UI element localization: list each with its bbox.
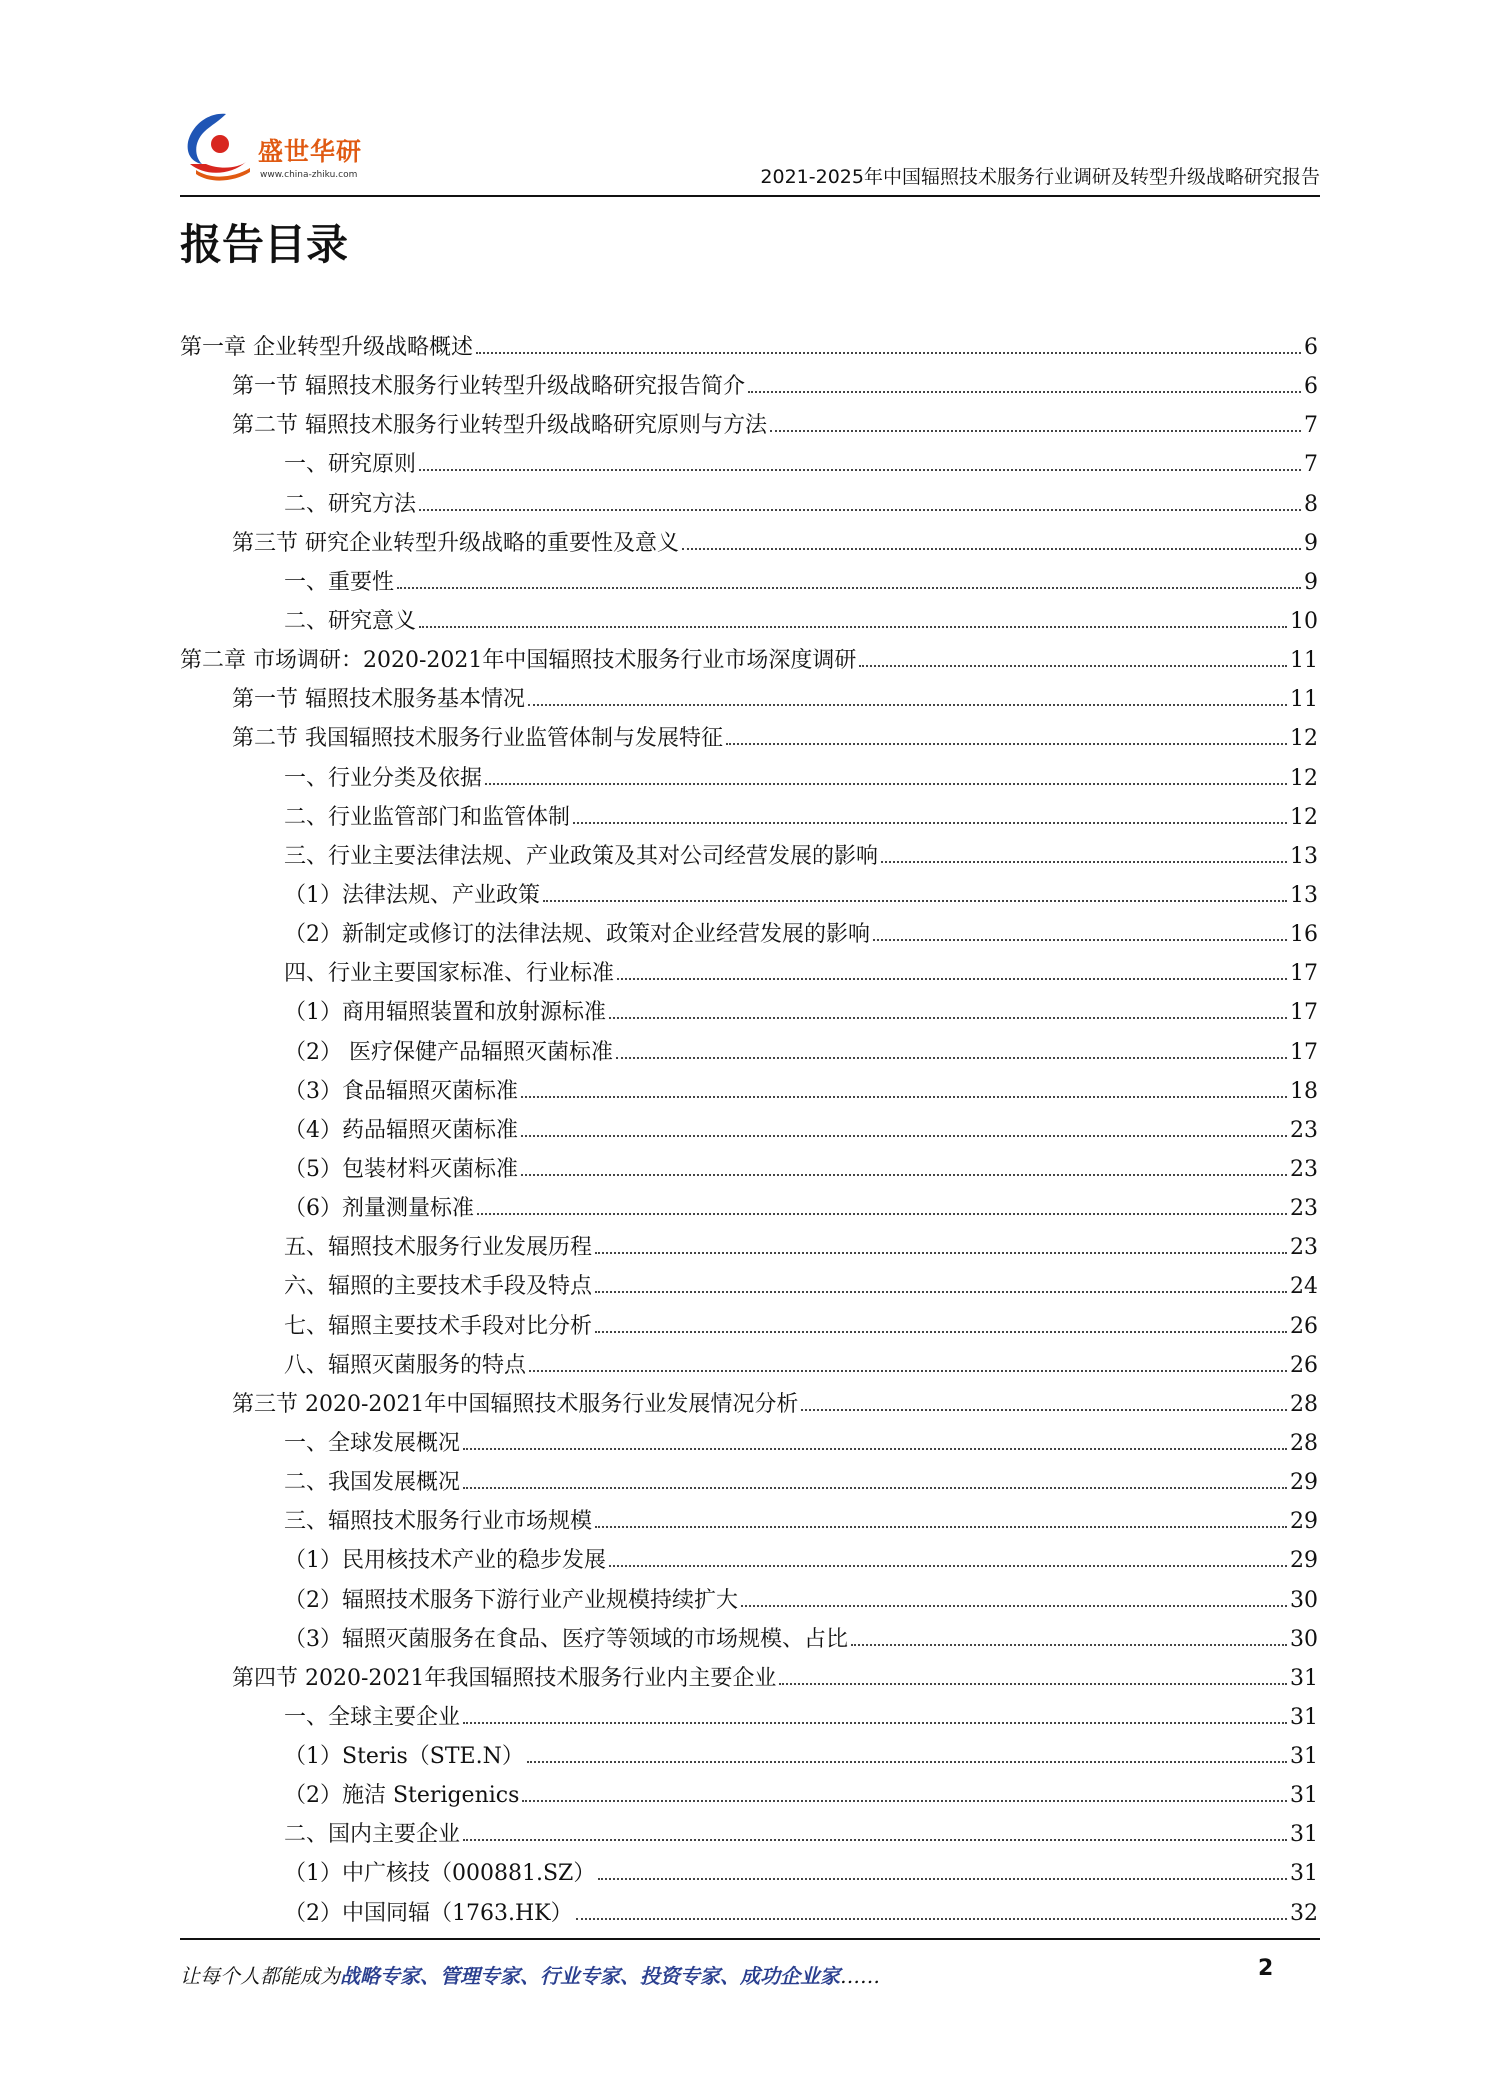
toc-entry-label: 第二章 市场调研：2020-2021年中国辐照技术服务行业市场深度调研 <box>180 648 857 674</box>
toc-entry[interactable] <box>180 1033 1318 1072</box>
toc-entry-label: 第一节 辐照技术服务行业转型升级战略研究报告简介 <box>232 374 745 400</box>
toc-entry-label: 第二节 我国辐照技术服务行业监管体制与发展特征 <box>232 726 723 752</box>
toc-entry[interactable] <box>180 406 1318 445</box>
toc-entry-label: （2）辐照技术服务下游行业产业规模持续扩大 <box>284 1587 738 1613</box>
toc-dot-leader <box>463 1448 1287 1450</box>
toc-entry-label: （2）中国同辐（1763.HK） <box>284 1900 573 1926</box>
toc-entry-page: 9 <box>1304 569 1318 595</box>
toc-dot-leader <box>522 1800 1287 1802</box>
toc-dot-leader <box>609 1017 1287 1019</box>
toc-entry-label: 四、行业主要国家标准、行业标准 <box>284 961 615 987</box>
toc-entry-page: 23 <box>1290 1156 1318 1182</box>
toc-entry-page: 10 <box>1290 608 1318 634</box>
toc-dot-leader <box>595 1331 1287 1333</box>
toc-entry-page: 18 <box>1290 1078 1318 1104</box>
toc-dot-leader <box>477 1213 1287 1215</box>
toc-entry-page: 32 <box>1290 1900 1318 1926</box>
toc-dot-leader <box>726 743 1287 745</box>
toc-entry[interactable] <box>180 1267 1318 1306</box>
toc-dot-leader <box>617 978 1287 980</box>
toc-entry-label: （1）商用辐照装置和放射源标准 <box>284 1000 606 1026</box>
toc-entry-label: 第三节 研究企业转型升级战略的重要性及意义 <box>232 530 679 556</box>
footer-divider <box>180 1938 1320 1940</box>
page-header <box>180 100 1320 196</box>
toc-entry[interactable] <box>180 719 1318 758</box>
toc-entry[interactable] <box>180 876 1318 915</box>
toc-entry-page: 31 <box>1290 1704 1318 1730</box>
toc-entry[interactable] <box>180 445 1318 484</box>
toc-entry-page: 6 <box>1304 335 1318 360</box>
toc-entry[interactable] <box>180 1072 1318 1111</box>
toc-entry-page: 11 <box>1290 648 1318 674</box>
slogan-highlight: 战略专家、管理专家、行业专家、投资专家、成功企业家 <box>340 1964 840 1988</box>
footer-slogan <box>180 1960 880 1989</box>
toc-entry[interactable] <box>180 1698 1318 1737</box>
toc-entry-label: 五、辐照技术服务行业发展历程 <box>284 1235 593 1261</box>
toc-entry-page: 16 <box>1290 922 1318 948</box>
toc-entry[interactable] <box>180 563 1318 602</box>
toc-entry-label: （3）食品辐照灭菌标准 <box>284 1078 518 1104</box>
toc-entry-label: （5）包装材料灭菌标准 <box>284 1156 518 1182</box>
toc-dot-leader <box>598 1878 1287 1880</box>
toc-entry-label: （3）辐照灭菌服务在食品、医疗等领域的市场规模、占比 <box>284 1626 848 1652</box>
toc-entry-page: 13 <box>1290 882 1318 908</box>
toc-entry[interactable] <box>180 1620 1318 1659</box>
toc-entry-page: 23 <box>1290 1117 1318 1143</box>
toc-dot-leader <box>595 1252 1287 1254</box>
toc-entry-page: 17 <box>1290 1039 1318 1065</box>
toc-entry-page: 30 <box>1290 1626 1318 1652</box>
toc-dot-leader <box>463 1722 1287 1724</box>
toc-dot-leader <box>779 1683 1287 1685</box>
toc-entry-label: 七、辐照主要技术手段对比分析 <box>284 1313 593 1339</box>
toc-dot-leader <box>521 1096 1287 1098</box>
toc-entry-page: 31 <box>1290 1783 1318 1809</box>
toc-entry-page: 26 <box>1290 1313 1318 1339</box>
toc-dot-leader <box>576 1918 1287 1920</box>
toc-entry-label: 第四节 2020-2021年我国辐照技术服务行业内主要企业 <box>232 1665 777 1691</box>
toc-entry-page: 12 <box>1290 804 1318 830</box>
toc-dot-leader <box>397 587 1301 589</box>
toc-entry[interactable] <box>180 602 1318 641</box>
toc-dot-leader <box>859 665 1287 667</box>
toc-entry-label: 二、行业监管部门和监管体制 <box>284 804 571 830</box>
toc-entry-page: 31 <box>1290 1665 1318 1691</box>
toc-dot-leader <box>463 1839 1287 1841</box>
toc-dot-leader <box>528 704 1287 706</box>
toc-entry-label: 一、全球发展概况 <box>284 1430 461 1456</box>
toc-entry[interactable] <box>180 641 1318 680</box>
toc-entry[interactable] <box>180 837 1318 876</box>
toc-dot-leader <box>748 391 1301 393</box>
toc-entry-label: 第二节 辐照技术服务行业转型升级战略研究原则与方法 <box>232 413 767 439</box>
toc-entry-page: 12 <box>1290 726 1318 752</box>
toc-dot-leader <box>527 1761 1287 1763</box>
toc-entry-label: 六、辐照的主要技术手段及特点 <box>284 1274 593 1300</box>
toc-entry[interactable] <box>180 1307 1318 1346</box>
toc-dot-leader <box>529 1370 1287 1372</box>
toc-dot-leader <box>419 509 1301 511</box>
toc-entry[interactable] <box>180 954 1318 993</box>
toc-entry-page: 31 <box>1290 1822 1318 1848</box>
brand-mark-icon <box>180 106 260 186</box>
table-of-contents <box>180 328 1318 1933</box>
toc-entry-label: 二、研究意义 <box>284 608 417 634</box>
toc-entry-page: 13 <box>1290 843 1318 869</box>
toc-entry[interactable] <box>180 1424 1318 1463</box>
toc-dot-leader <box>873 939 1287 941</box>
toc-entry-page: 29 <box>1290 1509 1318 1535</box>
toc-dot-leader <box>573 822 1287 824</box>
toc-entry-label: 三、辐照技术服务行业市场规模 <box>284 1509 593 1535</box>
toc-entry[interactable] <box>180 993 1318 1032</box>
toc-dot-leader <box>521 1174 1287 1176</box>
toc-entry[interactable] <box>180 1150 1318 1189</box>
toc-entry-page: 23 <box>1290 1235 1318 1261</box>
toc-entry-label: （1）Steris（STE.N） <box>284 1744 524 1770</box>
toc-entry-page: 17 <box>1290 1000 1318 1026</box>
toc-dot-leader <box>476 352 1301 354</box>
toc-entry-label: （1）民用核技术产业的稳步发展 <box>284 1548 606 1574</box>
toc-dot-leader <box>419 469 1301 471</box>
toc-entry-page: 30 <box>1290 1587 1318 1613</box>
toc-dot-leader <box>521 1135 1287 1137</box>
toc-entry[interactable] <box>180 759 1318 798</box>
toc-entry-label: （6）剂量测量标准 <box>284 1196 474 1222</box>
toc-entry-label: 一、全球主要企业 <box>284 1704 461 1730</box>
toc-entry[interactable] <box>180 328 1318 367</box>
toc-dot-leader <box>851 1644 1287 1646</box>
toc-dot-leader <box>463 1487 1287 1489</box>
toc-entry[interactable] <box>180 1581 1318 1620</box>
toc-entry[interactable] <box>180 1502 1318 1541</box>
toc-entry[interactable] <box>180 1737 1318 1776</box>
header-divider <box>180 195 1320 197</box>
toc-entry-page: 6 <box>1304 374 1318 400</box>
toc-entry-page: 31 <box>1290 1861 1318 1887</box>
toc-dot-leader <box>595 1291 1287 1293</box>
toc-entry-page: 26 <box>1290 1352 1318 1378</box>
toc-entry-label: （2）施洁 Sterigenics <box>284 1783 520 1809</box>
toc-dot-leader <box>609 1565 1287 1567</box>
toc-entry-label: 第三节 2020-2021年中国辐照技术服务行业发展情况分析 <box>232 1391 799 1417</box>
toc-entry-label: （4）药品辐照灭菌标准 <box>284 1117 518 1143</box>
toc-entry[interactable] <box>180 915 1318 954</box>
toc-entry-label: 一、行业分类及依据 <box>284 765 483 791</box>
brand-name: 盛世华研 <box>258 137 363 166</box>
toc-dot-leader <box>881 861 1287 863</box>
toc-entry-page: 28 <box>1290 1391 1318 1417</box>
toc-entry-page: 31 <box>1290 1744 1318 1770</box>
toc-entry-label: 第一章 企业转型升级战略概述 <box>180 335 473 360</box>
toc-entry[interactable] <box>180 1894 1318 1933</box>
toc-entry[interactable] <box>180 1463 1318 1502</box>
toc-dot-leader <box>741 1605 1287 1607</box>
toc-entry-page: 23 <box>1290 1196 1318 1222</box>
toc-entry[interactable] <box>180 367 1318 406</box>
toc-entry[interactable] <box>180 1659 1318 1698</box>
toc-entry-page: 12 <box>1290 765 1318 791</box>
toc-entry[interactable] <box>180 1111 1318 1150</box>
toc-entry[interactable] <box>180 1346 1318 1385</box>
report-title: 2021-2025年中国辐照技术服务行业调研及转型升级战略研究报告 <box>760 166 1320 188</box>
toc-entry-label: 一、重要性 <box>284 569 395 595</box>
toc-entry-label: （2） 医疗保健产品辐照灭菌标准 <box>284 1039 613 1065</box>
brand-url: www.china-zhiku.com <box>260 170 358 180</box>
slogan-prefix: 让每个人都能成为 <box>180 1964 340 1988</box>
toc-entry[interactable] <box>180 1541 1318 1580</box>
toc-entry-page: 8 <box>1304 491 1318 517</box>
slogan-suffix: …… <box>840 1964 880 1988</box>
toc-entry-page: 7 <box>1304 413 1318 439</box>
toc-entry[interactable] <box>180 680 1318 719</box>
toc-entry[interactable] <box>180 1776 1318 1815</box>
toc-dot-leader <box>616 1057 1287 1059</box>
toc-entry-label: （2）新制定或修订的法律法规、政策对企业经营发展的影响 <box>284 922 870 948</box>
toc-entry[interactable] <box>180 798 1318 837</box>
toc-entry[interactable] <box>180 1385 1318 1424</box>
toc-entry-label: 二、国内主要企业 <box>284 1822 461 1848</box>
brand-logo <box>180 106 410 186</box>
page-title: 报告目录 <box>180 220 349 269</box>
toc-dot-leader <box>801 1409 1287 1411</box>
toc-entry-label: 八、辐照灭菌服务的特点 <box>284 1352 527 1378</box>
toc-entry-page: 28 <box>1290 1430 1318 1456</box>
toc-dot-leader <box>595 1526 1287 1528</box>
toc-entry[interactable] <box>180 1854 1318 1893</box>
toc-entry-page: 17 <box>1290 961 1318 987</box>
toc-entry-page: 9 <box>1304 530 1318 556</box>
toc-dot-leader <box>485 783 1287 785</box>
page-number: 2 <box>1258 1956 1274 1981</box>
toc-entry-label: 第一节 辐照技术服务基本情况 <box>232 687 525 713</box>
toc-dot-leader <box>682 548 1301 550</box>
toc-dot-leader <box>419 626 1287 628</box>
toc-entry-page: 7 <box>1304 452 1318 478</box>
toc-entry-label: （1）法律法规、产业政策 <box>284 882 540 908</box>
toc-entry-label: （1）中广核技（000881.SZ） <box>284 1861 596 1887</box>
toc-entry-page: 11 <box>1290 687 1318 713</box>
toc-entry-label: 二、我国发展概况 <box>284 1470 461 1496</box>
toc-entry-page: 29 <box>1290 1470 1318 1496</box>
toc-entry[interactable] <box>180 1228 1318 1267</box>
toc-entry[interactable] <box>180 1189 1318 1228</box>
toc-entry-label: 一、研究原则 <box>284 452 417 478</box>
toc-entry-page: 24 <box>1290 1274 1318 1300</box>
toc-entry[interactable] <box>180 1815 1318 1854</box>
toc-entry-label: 三、行业主要法律法规、产业政策及其对公司经营发展的影响 <box>284 843 879 869</box>
toc-dot-leader <box>543 900 1287 902</box>
toc-entry[interactable] <box>180 524 1318 563</box>
toc-entry-label: 二、研究方法 <box>284 491 417 517</box>
toc-entry-page: 29 <box>1290 1548 1318 1574</box>
toc-entry[interactable] <box>180 485 1318 524</box>
toc-dot-leader <box>770 430 1301 432</box>
